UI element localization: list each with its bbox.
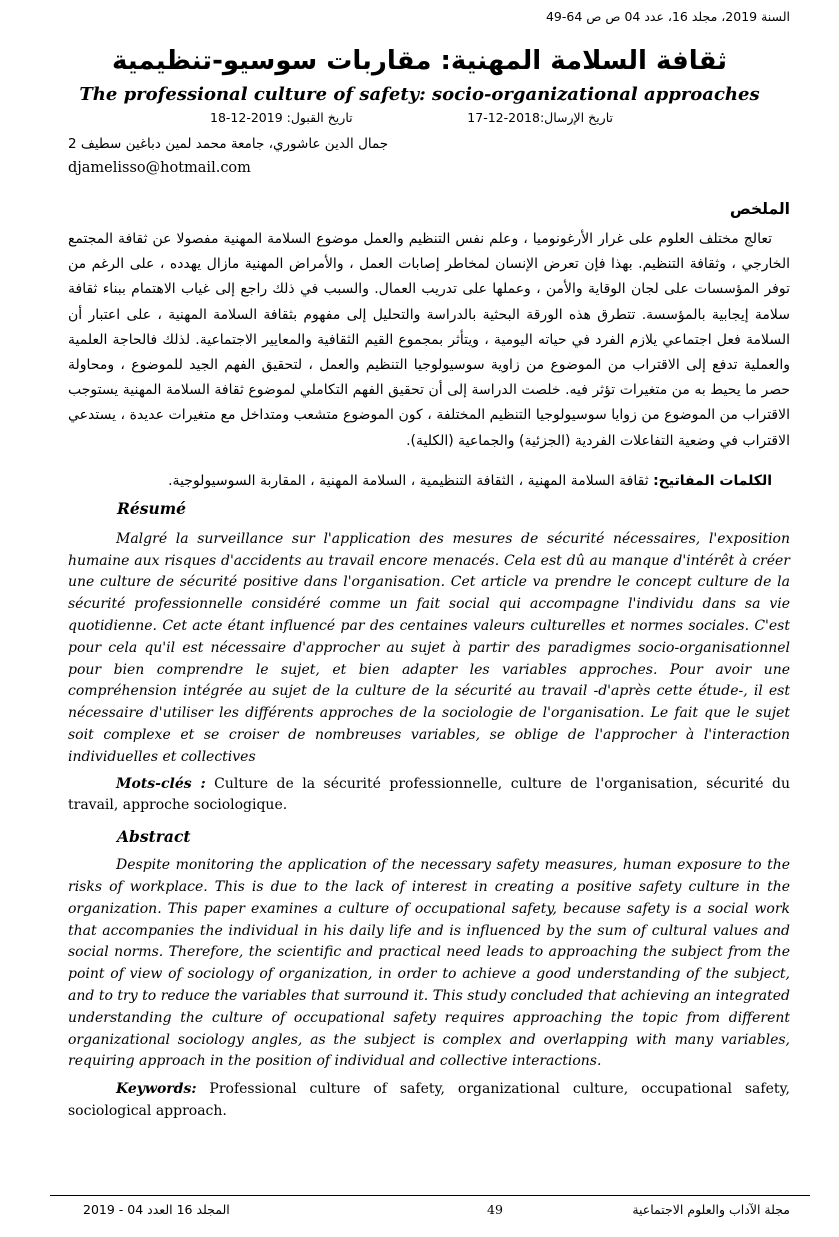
author-block	[68, 133, 839, 177]
mots-cles-text: Culture de la sécurité professionnelle, culture de l'organisation, sécurité du travail, approche sociologique.	[68, 775, 790, 814]
footer-volume-note: المجلد 16 العدد 04 - 2019	[83, 1202, 230, 1217]
keywords-ar-line	[68, 469, 790, 494]
abstract-ar-heading: الملخص	[729, 200, 790, 218]
abstract-ar-body: تعالج مختلف العلوم على غرار الأرغونوميا ، وعلم نفس التنظيم والعمل موضوع السلامة المهنية مفصولا عن ثقافة المجتمع الخارجي ، وثقافة التنظيم. بهذا فإن تعرض الإنسان لمخاطر إصابات العمل ، والأمراض المهنية مازال يهدده ، على الرغم من توفر المؤسسات على لجان الوقاية والأمن ، وعملها على تدريب العمال. والسبب في ذلك راجع إلى غياب الاهتمام ببناء ثقافة سلامة إيجابية بالمؤسسة. تتطرق هذه الورقة البحثية بالدراسة والتحليل إلى مفهوم بثقافة السلامة المهنية ، على اعتبار أن السلامة فعل اجتماعي يلازم الفرد في حياته اليومية ، ويتأثر بمجموع القيم الثقافية والمعايير الاجتماعية. لذلك فالحاجة العلمية والعملية تدفع إلى الاقتراب من الموضوع من زاوية سوسيولوجيا التنظيم والعمل ، لتحقيق الفهم الجيد للموضوع ، ومحاولة حصر ما يحيط به من متغيرات تؤثر فيه. خلصت الدراسة إلى أن تحقيق الفهم التكاملي لموضوع ثقافة السلامة المهنية يستوجب الاقتراب من الموضوع من زوايا سوسيولوجيا التنظيم المختلفة ، كون الموضوع متشعب ومتداخل مع متغيرات عديدة ، يستدعي الاقتراب في وضعية التفاعلات الفردية (الجزئية) والجماعية (الكلية).	[68, 231, 790, 449]
footer-divider	[50, 1195, 810, 1196]
date-accepted: تاريخ القبول: 2019-12-18	[210, 110, 353, 125]
paper-title-arabic: ثقافة السلامة المهنية: مقاربات سوسيو-تنظيمية	[111, 46, 728, 76]
mots-cles-line	[68, 774, 790, 818]
keywords-ar-label: الكلمات المفاتيح:	[653, 472, 772, 489]
footer-journal-name: مجلة الآداب والعلوم الاجتماعية	[632, 1202, 790, 1217]
keywords-en-label: Keywords:	[116, 1081, 197, 1098]
resume-heading: Résumé	[117, 498, 187, 518]
footer-page-number: 49	[487, 1202, 503, 1217]
paper-title-english: The professional culture of safety: socio-organizational approaches	[79, 84, 760, 105]
journal-issue-note: السنة 2019، مجلد 16، عدد 04 ص ص 64-49	[545, 9, 790, 24]
footer	[0, 1201, 839, 1223]
author-email: djamelisso@hotmail.com	[68, 160, 251, 176]
resume-body: Malgré la surveillance sur l'application des mesures de sécurité nécessaires, l'exposition humaine aux risques d'accidents au travail encore menacés. Cela est dû au manque d'intérêt à créer une culture de sécurité positive dans l'organisation. Cet article va prendre le concept culture de la sécurité professionnelle considéré comme un fait social qui accompagne l'individu dans sa vie quotidienne. Cet acte étant influencé par des centaines valeurs culturelles et normes sociales. C'est pour cela qu'il est nécessaire d'approcher au sujet à partir des paradigmes socio-organisationnel pour bien comprendre le sujet, et bien adapter les variables approches. Pour avoir une compréhension intégrée au sujet de la culture de la sécurité au travail -d'après cette étude-, il est nécessaire d'utiliser les différents approches de la sociologie de l'organisation. Le fait que le sujet soit complexe et se croiser de nombreuses variables, se oblige de l'approcher à l'interaction individuelles et collectives	[68, 530, 790, 765]
keywords-en-line	[68, 1079, 790, 1123]
keywords-en-text: Professional culture of safety, organizational culture, occupational safety, sociological approach.	[68, 1081, 790, 1119]
submission-dates-row	[0, 109, 839, 127]
date-received: تاريخ الإرسال:2018-12-17	[467, 110, 613, 125]
abstract-en-body: Despite monitoring the application of the necessary safety measures, human exposure to the risks of workplace. This is due to the lack of interest in creating a positive safety culture in the organization. This paper examines a culture of occupational safety, because safety is a social work that accompanies the individual in his daily life and is influenced by the sum of cultural values and social norms. Therefore, the scientific and practical need leads to approaching the subject from the point of view of sociology of organization, in order to achieve a good understanding of the subject, and to try to reduce the variables that surround it. This study concluded that achieving an integrated understanding the culture of occupational safety requires approaching the topic from different organizational sociology angles, as the subject is complex and overlapping with many variables, requiring approach in the position of individual and collective interactions.	[68, 857, 790, 1070]
keywords-ar-text: ثقافة السلامة المهنية ، الثقافة التنظيمية ، السلامة المهنية ، المقاربة السوسيولوجية.	[168, 472, 654, 489]
abstract-en-heading: Abstract	[117, 827, 191, 847]
author-affiliation: جمال الدين عاشوري، جامعة محمد لمين دباغين سطيف 2	[68, 136, 389, 152]
mots-cles-label: Mots-clés :	[116, 775, 206, 792]
